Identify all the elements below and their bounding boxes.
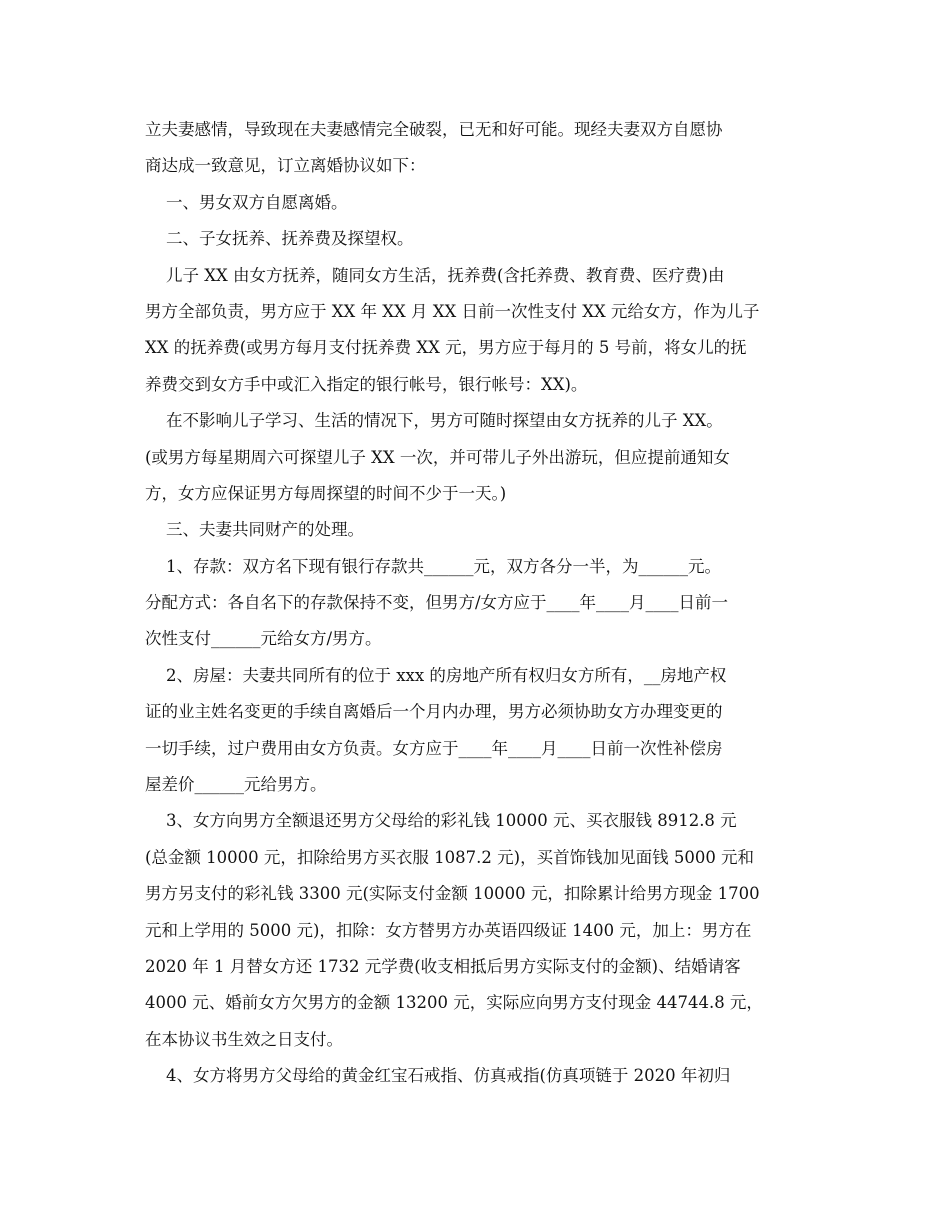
text-line: 男方全部负责，男方应于 XX 年 XX 月 XX 日前一次性支付 XX 元给女方，作为儿子 xyxy=(145,301,760,321)
text-line: (总金额 10000 元，扣除给男方买衣服 1087.2 元)，买首饰钱加见面钱 5000 元和 xyxy=(145,847,755,867)
text-line: 证的业主姓名变更的手续自离婚后一个月内办理，男方必须协助女方办理变更的 xyxy=(145,702,723,722)
text-line: 1、存款：双方名下现有银行存款共______元，双方各分一半，为______元。 xyxy=(145,556,721,576)
text-line: 立夫妻感情，导致现在夫妻感情完全破裂，已无和好可能。现经夫妻双方自愿协 xyxy=(145,120,723,139)
text-line: 2020 年 1 月替女方还 1732 元学费(收支相抵后男方实际支付的金额)、结婚请客 xyxy=(145,956,741,976)
text-line: 屋差价______元给男方。 xyxy=(145,775,327,795)
text-line: 一切手续，过户费用由女方负责。女方应于____年____月____日前一次性补偿房 xyxy=(145,738,723,758)
document-body xyxy=(145,112,815,1095)
text-line: XX 的抚养费(或男方每月支付抚养费 XX 元，男方应于每月的 5 号前，将女儿的抚 xyxy=(145,338,747,358)
text-line: (或男方每星期周六可探望儿子 XX 一次，并可带儿子外出游玩，但应提前通知女 xyxy=(145,447,730,467)
text-line: 男方另支付的彩礼钱 3300 元(实际支付金额 10000 元，扣除累计给男方现金 1700 xyxy=(145,884,760,904)
text-line: 在不影响儿子学习、生活的情况下，男方可随时探望由女方抚养的儿子 XX。 xyxy=(145,411,723,431)
text-line: 4000 元、婚前女方欠男方的金额 13200 元，实际应向男方支付现金 44744.8 元， xyxy=(145,993,763,1013)
text-line: 方，女方应保证男方每周探望的时间不少于一天。) xyxy=(145,483,507,503)
text-line: 儿子 XX 由女方抚养，随同女方生活，抚养费(含托养费、教育费、医疗费)由 xyxy=(145,265,725,285)
text-line: 4、女方将男方父母给的黄金红宝石戒指、仿真戒指(仿真项链于 2020 年初归 xyxy=(145,1066,731,1086)
text-line: 在本协议书生效之日支付。 xyxy=(145,1029,343,1049)
text-line: 商达成一致意见，订立离婚协议如下： xyxy=(145,156,426,176)
text-line: 2、房屋：夫妻共同所有的位于 xxx 的房地产所有权归女方所有，__房地产权 xyxy=(145,665,727,685)
text-line: 一、男女双方自愿离婚。 xyxy=(145,192,348,212)
text-line: 元和上学用的 5000 元)，扣除：女方替男方办英语四级证 1400 元，加上：男方在 xyxy=(145,920,752,940)
text-line: 分配方式：各自名下的存款保持不变，但男方/女方应于____年____月____日前一 xyxy=(145,593,729,613)
text-line: 养费交到女方手中或汇入指定的银行帐号，银行帐号：XX)。 xyxy=(145,374,588,394)
text-line: 二、子女抚养、抚养费及探望权。 xyxy=(145,229,414,249)
text-line: 3、女方向男方全额退还男方父母给的彩礼钱 10000 元、买衣服钱 8912.8 元 xyxy=(145,811,737,831)
text-line: 三、夫妻共同财产的处理。 xyxy=(145,520,364,540)
text-line: 次性支付______元给女方/男方。 xyxy=(145,629,382,649)
